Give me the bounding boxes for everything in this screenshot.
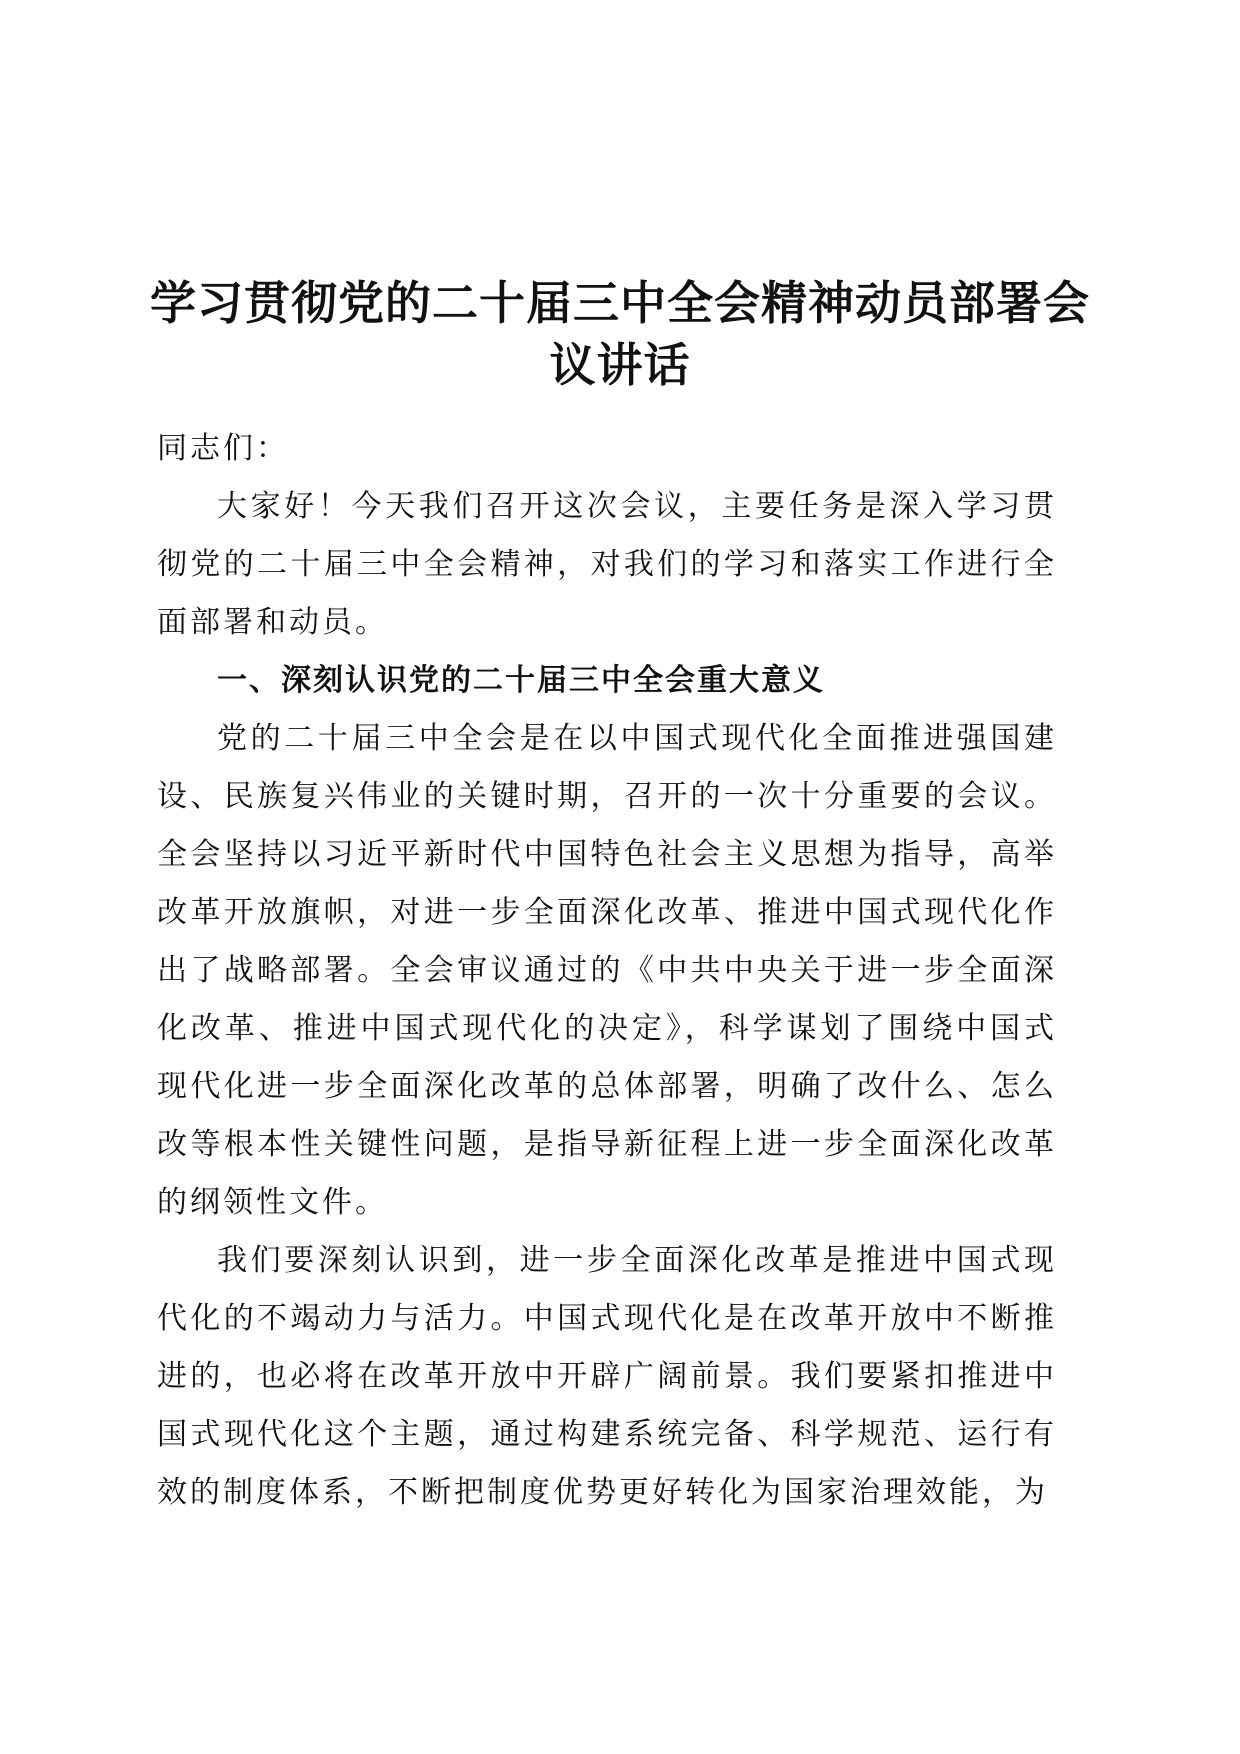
section-paragraph: 我们要深刻认识到，进一步全面深化改革是推进中国式现代化的不竭动力与活力。中国式现代化是在改革开放中不断推进的，也必将在改革开放中开辟广阔前景。我们要紧扣推进中国式现代化这个主题，通过构建系统完备、科学规范、运行有效的制度体系，不断把制度优势更好转化为国家治理效能，为 xyxy=(157,1243,1057,1510)
section-paragraph: 党的二十届三中全会是在以中国式现代化全面推进强国建设、民族复兴伟业的关键时期，召开的一次十分重要的会议。全会坚持以习近平新时代中国特色社会主义思想为指导，高举改革开放旗帜，对进一步全面深化改革、推进中国式现代化作出了战略部署。全会审议通过的《中共中央关于进一步全面深化改革、推进中国式现代化的决定》，科学谋划了围绕中国式现代化进一步全面深化改革的总体部署，明确了改什么、怎么改等根本性关键性问题，是指导新征程上进一步全面深化改革的纲领性文件。 xyxy=(157,721,1057,1220)
intro-paragraph: 大家好！今天我们召开这次会议，主要任务是深入学习贯彻党的二十届三中全会精神，对我们的学习和落实工作进行全面部署和动员。 xyxy=(157,489,1057,640)
section-heading: 一、深刻认识党的二十届三中全会重大意义 xyxy=(217,663,825,698)
document-title: 学习贯彻党的二十届三中全会精神动员部署会议讲话 xyxy=(150,276,1090,392)
salutation: 同志们： xyxy=(157,431,289,466)
document-body xyxy=(157,420,1057,1522)
